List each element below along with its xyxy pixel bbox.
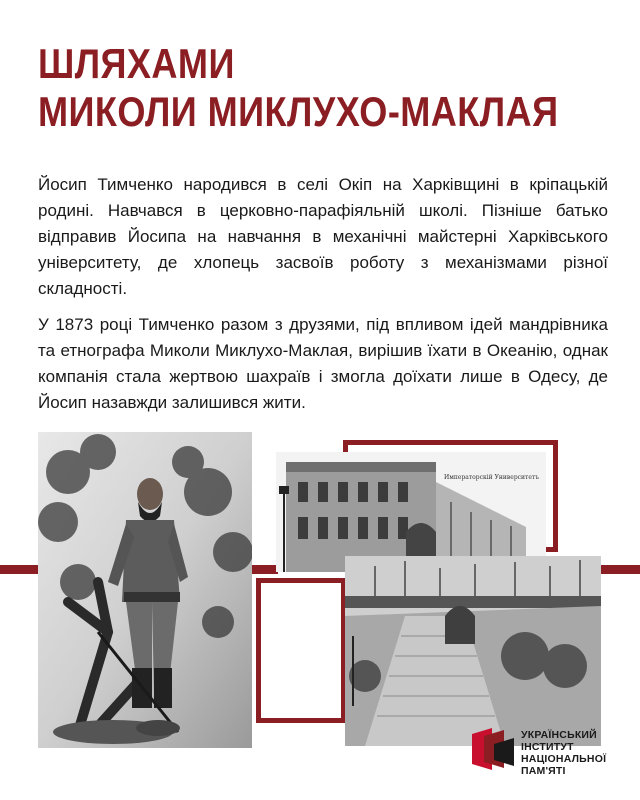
logo-line-3: НАЦІОНАЛЬНОЇ bbox=[521, 753, 607, 765]
paragraph-biography: Йосип Тимченко народився в селі Окіп на Харківщині в кріпацькій родині. Навчався в церковно-парафіяльній школі. Пізніше батько відправив Йосипа на навчання в механічні майстерні Харківського університету, де хлопець засвоїв роботу з механізмами різної складності. bbox=[38, 175, 608, 298]
page-title bbox=[38, 40, 558, 136]
postcard-caption: Императорскій Университетъ bbox=[444, 474, 540, 481]
university-postcard bbox=[276, 452, 546, 572]
logo-line-1: УКРАЇНСЬКИЙ bbox=[521, 729, 597, 741]
institute-logo-text bbox=[521, 729, 606, 777]
accent-bar-right bbox=[598, 565, 640, 574]
logo-line-2: ІНСТИТУТ bbox=[521, 741, 574, 753]
accent-bar-left bbox=[0, 565, 40, 574]
paragraph-voyage: У 1873 році Тимченко разом з друзями, під впливом ідей мандрівника та етнографа Миколи Миклухо-Маклая, вирішив їхати в Океанію, однак компанія стала жертвою шахраїв і змогла доїхати лише в Одесу, де Йосип назавжди залишився жити. bbox=[38, 315, 608, 412]
accent-bar-middle bbox=[252, 565, 278, 574]
institute-logo-icon bbox=[470, 726, 516, 777]
title-line-2: МИКОЛИ МИКЛУХО-МАКЛАЯ bbox=[38, 88, 559, 135]
title-line-1: ШЛЯХАМИ bbox=[38, 40, 235, 87]
photo-frame-bottom bbox=[256, 578, 346, 723]
portrait-photo bbox=[38, 432, 252, 748]
odesa-port-photo bbox=[345, 556, 601, 746]
logo-line-4: ПАМ'ЯТІ bbox=[521, 765, 566, 777]
